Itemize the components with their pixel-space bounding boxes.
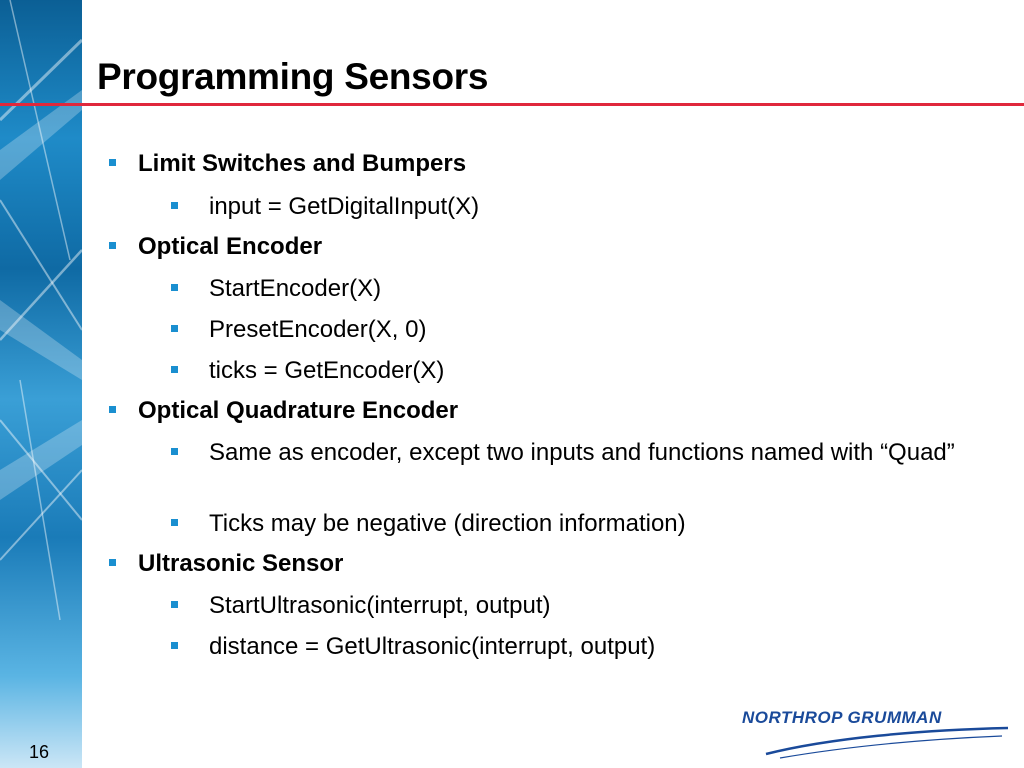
bullet-text: Same as encoder, except two inputs and functions named with “Quad” — [209, 439, 955, 466]
sub-bullet-item — [209, 591, 969, 621]
bullet-text: Ultrasonic Sensor — [138, 550, 344, 577]
bullet-text: PresetEncoder(X, 0) — [209, 316, 427, 343]
bullet-item — [138, 150, 466, 178]
decorative-side-band — [0, 0, 82, 768]
sub-bullet-item — [209, 438, 969, 468]
bullet-text: Optical Quadrature Encoder — [138, 397, 459, 424]
bullet-text: Optical Encoder — [138, 233, 323, 260]
logo-swoosh — [740, 708, 1012, 760]
square-bullet-icon — [171, 366, 178, 373]
square-bullet-icon — [109, 559, 116, 566]
light-streaks-graphic — [0, 0, 82, 768]
bullet-text: ticks = GetEncoder(X) — [209, 357, 445, 384]
bullet-item — [138, 233, 322, 261]
square-bullet-icon — [171, 642, 178, 649]
square-bullet-icon — [171, 448, 178, 455]
bullet-text: StartUltrasonic(interrupt, output) — [209, 592, 551, 619]
square-bullet-icon — [171, 202, 178, 209]
sub-bullet-item — [209, 509, 969, 539]
bullet-text: Ticks may be negative (direction information) — [209, 510, 686, 537]
sub-bullet-item — [209, 192, 969, 222]
square-bullet-icon — [109, 406, 116, 413]
square-bullet-icon — [171, 519, 178, 526]
northrop-grumman-logo — [740, 708, 1012, 760]
page-number: 16 — [29, 742, 50, 762]
bullet-text: input = GetDigitalInput(X) — [209, 193, 480, 220]
sub-bullet-item — [209, 356, 969, 386]
square-bullet-icon — [109, 159, 116, 166]
bullet-item — [138, 550, 343, 578]
bullet-text: StartEncoder(X) — [209, 275, 382, 302]
title-divider — [0, 103, 1024, 106]
bullet-text: Limit Switches and Bumpers — [138, 150, 467, 177]
slide-title: Programming Sensors — [97, 56, 489, 97]
bullet-text: distance = GetUltrasonic(interrupt, output) — [209, 633, 656, 660]
sub-bullet-item — [209, 274, 969, 304]
square-bullet-icon — [171, 601, 178, 608]
square-bullet-icon — [109, 242, 116, 249]
bullet-item — [138, 397, 458, 425]
sub-bullet-item — [209, 632, 969, 662]
square-bullet-icon — [171, 284, 178, 291]
logo-wordmark: NORTHROP GRUMMAN — [742, 708, 942, 727]
square-bullet-icon — [171, 325, 178, 332]
sub-bullet-item — [209, 315, 969, 345]
